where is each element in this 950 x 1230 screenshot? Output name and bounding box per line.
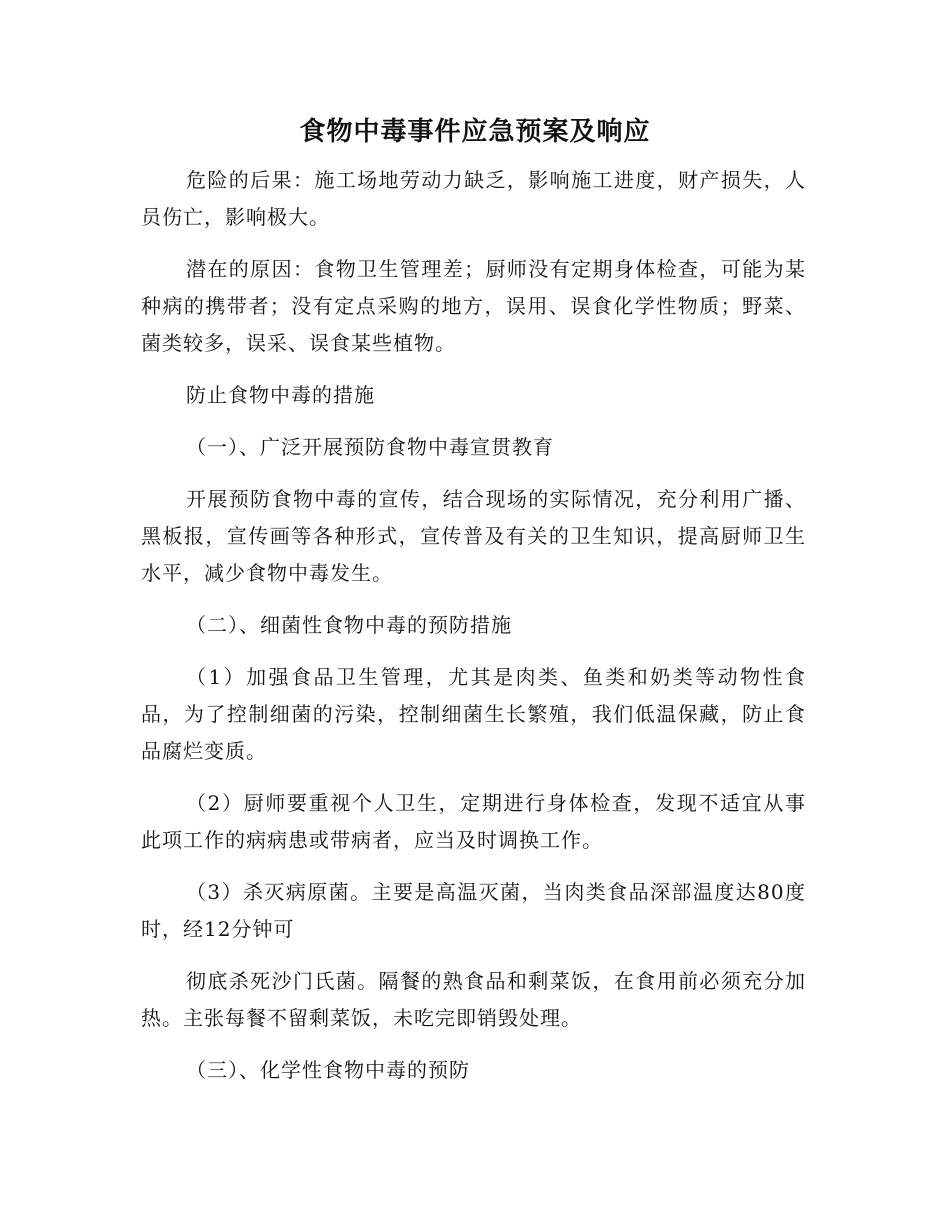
section-heading-measures: 防止食物中毒的措施 [186, 383, 375, 407]
subheading-bacterial: （二）、细菌性食物中毒的预防措施 [186, 613, 512, 637]
paragraph-causes: 潜在的原因：食物卫生管理差；厨师没有定期身体检查，可能为某种病的携带者；没有定点采购的地方，误用、误食化学性物质；野菜、菌类较多，误采、误食某些植物。 [141, 257, 806, 355]
document-body [141, 162, 806, 1104]
subheading-chemical: （三）、化学性食物中毒的预防 [186, 1058, 470, 1082]
document-title: 食物中毒事件应急预案及响应 [299, 117, 651, 147]
paragraph-bacterial-3-cont: 彻底杀死沙门氏菌。隔餐的熟食品和剩菜饭，在食用前必须充分加热。主张每餐不留剩菜饭，未吃完即销毁处理。 [141, 969, 806, 1030]
paragraph-education: 开展预防食物中毒的宣传，结合现场的实际情况，充分利用广播、黑板报，宣传画等各种形式，宣传普及有关的卫生知识，提高厨师卫生水平，减少食物中毒发生。 [141, 487, 806, 585]
paragraph-bacterial-3: （3）杀灭病原菌。主要是高温灭菌，当肉类食品深部温度达80度时，经12分钟可 [141, 880, 806, 941]
paragraph-bacterial-1: （1）加强食品卫生管理，尤其是肉类、鱼类和奶类等动物性食品，为了控制细菌的污染，控制细菌生长繁殖，我们低温保藏，防止食品腐烂变质。 [141, 665, 806, 763]
paragraph-consequences: 危险的后果：施工场地劳动力缺乏，影响施工进度，财产损失，人员伤亡，影响极大。 [141, 168, 806, 229]
paragraph-bacterial-2: （2）厨师要重视个人卫生，定期进行身体检查，发现不适宜从事此项工作的病病患或带病者，应当及时调换工作。 [141, 791, 806, 852]
subheading-education: （一）、广泛开展预防食物中毒宣贯教育 [186, 435, 554, 459]
